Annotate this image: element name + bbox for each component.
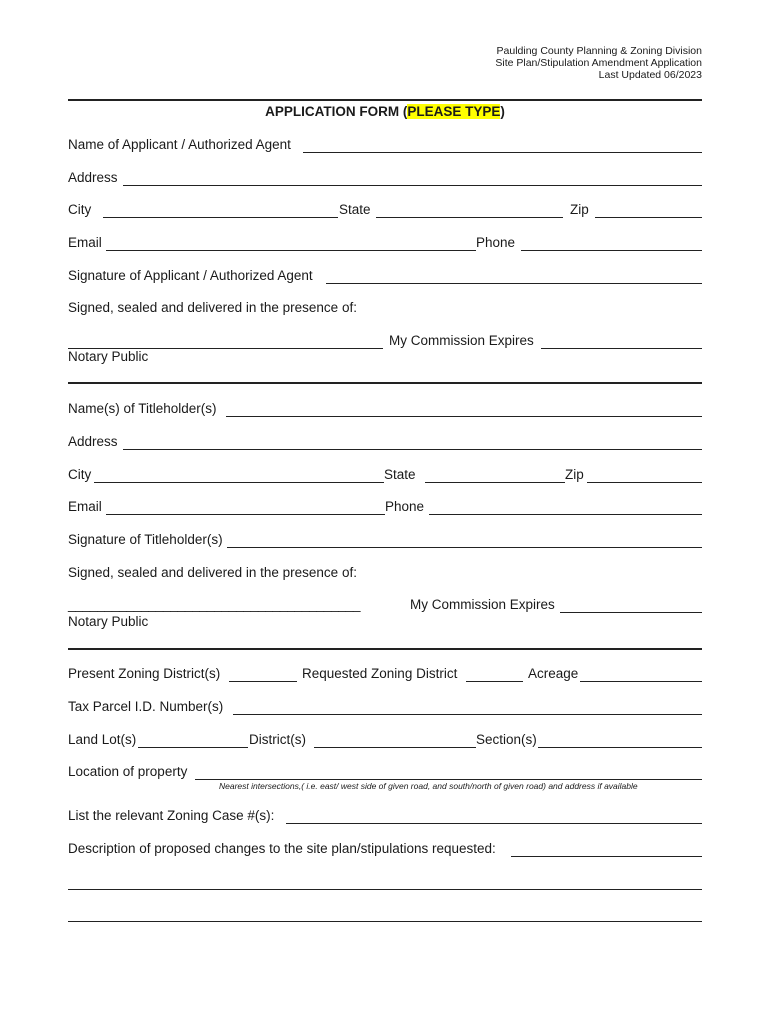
applicant-city-row [68,202,702,220]
titleholder-city-label: City [68,467,92,482]
applicant-name-field[interactable] [303,152,702,153]
titleholder-notary-signature-field[interactable]: ________________________________________ [68,597,361,612]
applicant-presence-row [68,300,702,318]
description-label: Description of proposed changes to the site plan/stipulations requested: [68,841,496,856]
titleholder-email-row [68,499,702,517]
applicant-city-label: City [68,202,92,217]
district-field[interactable] [314,747,476,748]
zoning-row [68,666,702,684]
location-row [68,764,702,782]
titleholder-name-label: Name(s) of Titleholder(s) [68,401,217,416]
titleholder-notary-label-row [68,614,702,632]
divider-titleholder [68,648,702,650]
zoning-case-field[interactable] [286,823,702,824]
applicant-phone-field[interactable] [521,250,702,251]
title-highlight: PLEASE TYPE [407,104,501,119]
tax-parcel-label: Tax Parcel I.D. Number(s) [68,699,224,714]
applicant-name-label: Name of Applicant / Authorized Agent [68,137,291,152]
description-row [68,841,702,859]
land-lot-row [68,732,702,750]
location-label: Location of property [68,764,188,779]
applicant-email-row [68,235,702,253]
titleholder-commission-label: My Commission Expires [410,597,555,612]
description-field-line-2[interactable] [68,889,702,890]
description-line-3-row [68,906,702,924]
titleholder-phone-field[interactable] [429,514,702,515]
titleholder-presence-label: Signed, sealed and delivered in the presence of: [68,565,357,580]
applicant-presence-label: Signed, sealed and delivered in the presence of: [68,300,357,315]
header-form-name: Site Plan/Stipulation Amendment Application [495,57,702,69]
titleholder-signature-label: Signature of Titleholder(s) [68,532,223,547]
present-zoning-field[interactable] [229,681,297,682]
applicant-address-row [68,170,702,188]
titleholder-address-label: Address [68,434,118,449]
title-prefix: APPLICATION FORM ( [265,104,408,119]
land-lot-label: Land Lot(s) [68,732,137,747]
titleholder-email-field[interactable] [106,514,385,515]
description-line-2-row [68,874,702,892]
applicant-zip-field[interactable] [595,217,702,218]
land-lot-field[interactable] [138,747,248,748]
applicant-zip-label: Zip [570,202,589,217]
applicant-state-field[interactable] [376,217,563,218]
location-field[interactable] [195,779,702,780]
applicant-signature-label: Signature of Applicant / Authorized Agent [68,268,313,283]
header-division: Paulding County Planning & Zoning Division [496,45,702,57]
titleholder-name-row [68,401,702,419]
applicant-name-row [68,137,702,155]
title-suffix: ) [500,104,505,119]
titleholder-zip-label: Zip [565,467,584,482]
titleholder-email-label: Email [68,499,102,514]
location-hint: Nearest intersections,( i.e. east/ west side of given road, and south/north of given road) and address if available [219,781,638,791]
form-title [0,104,770,119]
divider-top [68,99,702,101]
titleholder-signature-field[interactable] [227,547,702,548]
description-field-line-3[interactable] [68,921,702,922]
titleholder-city-field[interactable] [94,482,384,483]
present-zoning-label: Present Zoning District(s) [68,666,221,681]
titleholder-zip-field[interactable] [587,482,702,483]
zoning-case-row [68,808,702,826]
titleholder-state-label: State [384,467,416,482]
tax-parcel-field[interactable] [233,714,702,715]
applicant-phone-label: Phone [476,235,516,250]
applicant-address-label: Address [68,170,118,185]
applicant-email-field[interactable] [106,250,476,251]
requested-zoning-label: Requested Zoning District [302,666,458,681]
titleholder-phone-label: Phone [385,499,425,514]
titleholder-signature-row [68,532,702,550]
applicant-signature-row [68,268,702,286]
document-header [495,45,702,81]
titleholder-notary-label: Notary Public [68,614,149,629]
applicant-state-label: State [339,202,371,217]
titleholder-notary-row [68,597,702,615]
section-label: Section(s) [476,732,537,747]
applicant-city-field[interactable] [103,217,338,218]
acreage-field[interactable] [580,681,702,682]
applicant-email-label: Email [68,235,102,250]
applicant-notary-label: Notary Public [68,349,149,364]
acreage-label: Acreage [528,666,579,681]
titleholder-city-row [68,467,702,485]
titleholder-name-field[interactable] [226,416,702,417]
titleholder-address-row [68,434,702,452]
zoning-case-label: List the relevant Zoning Case #(s): [68,808,275,823]
district-label: District(s) [249,732,306,747]
titleholder-commission-field[interactable] [560,612,702,613]
titleholder-state-field[interactable] [425,482,565,483]
requested-zoning-field[interactable] [466,681,523,682]
titleholder-presence-row [68,565,702,583]
tax-parcel-row [68,699,702,717]
applicant-address-field[interactable] [123,185,702,186]
description-field-line-1[interactable] [511,856,702,857]
applicant-commission-label: My Commission Expires [389,333,534,348]
section-field[interactable] [538,747,702,748]
applicant-signature-field[interactable] [326,283,702,284]
titleholder-address-field[interactable] [123,449,702,450]
applicant-notary-label-row [68,349,702,367]
header-last-updated: Last Updated 06/2023 [598,69,702,81]
divider-applicant [68,382,702,384]
